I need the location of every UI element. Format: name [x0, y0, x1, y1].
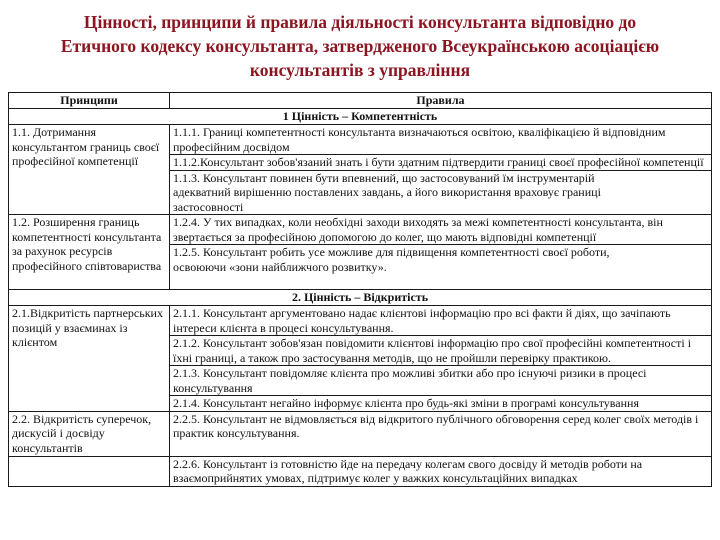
table-row	[9, 306, 712, 336]
rule-cell: 2.1.3. Консультант повідомляє клієнта про можливі збитки або про існуючі ризики в процесі консультування	[170, 366, 712, 396]
section-title-competence: 1 Цінність – Компетентність	[9, 109, 712, 125]
table-row	[9, 125, 712, 155]
principle-cell: 1.1. Дотримання консультантом границь своєї професійної компетенції	[9, 125, 170, 215]
table-row	[9, 411, 712, 456]
header-rules: Правила	[170, 93, 712, 109]
rule-cell: 2.2.5. Консультант не відмовляється від відкритого публічного обговорення серед колег своїх методів і практик консультування.	[170, 411, 712, 456]
section-row	[9, 290, 712, 306]
principle-cell: 1.2. Розширення границь компетентності консультанта за рахунок ресурсів професійного співтовариства	[9, 215, 170, 290]
rule-cell: 1.2.4. У тих випадках, коли необхідні заходи виходять за межі компетентності консультанта, він звертається за професійною допомогою до колег, що мають відповідні компетенції	[170, 215, 712, 245]
principle-cell: 2.2. Відкритість суперечок, дискусій і досвіду консультантів	[9, 411, 170, 456]
rule-cell: 1.2.5. Консультант робить усе можливе для підвищення компетентності своєї роботи, освоюючи «зони найближчого розвитку».	[170, 245, 712, 290]
principle-cell: 2.1.Відкритість партнерських позицій у взаєминах із клієнтом	[9, 306, 170, 412]
rule-cell: 1.1.2.Консультант зобов'язаний знать і бути здатним підтвердити границі своєї професійної компетенції	[170, 155, 712, 171]
principle-cell	[9, 456, 170, 486]
rule-cell: 2.2.6. Консультант із готовністю йде на передачу колегам свого досвіду й методів роботи на взаємоприйнятих умовах, підтримує колег у важких консультаційних випадках	[170, 456, 712, 486]
ethics-table	[8, 92, 712, 487]
header-row	[9, 93, 712, 109]
title-line-1: Цінності, принципи й правила діяльності консультанта відповідно до	[83, 12, 637, 32]
table-row	[9, 215, 712, 245]
rule-cell: 1.1.3. Консультант повинен бути впевнений, що застосовуваний їм інструментарій адекватний вирішенню поставлених завдань, а його використання враховує границі застосовності	[170, 170, 712, 215]
title-line-3: консультантів з управління	[249, 60, 471, 80]
title-line-2: Етичного кодексу консультанта, затвердженого Всеукраїнською асоціацією	[60, 36, 660, 56]
table-row	[9, 456, 712, 486]
page-title	[0, 10, 720, 82]
section-row	[9, 109, 712, 125]
header-principles: Принципи	[9, 93, 170, 109]
rule-cell: 1.1.1. Границі компетентності консультанта визначаються освітою, кваліфікацією й відповідним професійним досвідом	[170, 125, 712, 155]
rule-cell: 2.1.1. Консультант аргументовано надає клієнтові інформацію про всі факти й діях, що зачіпають інтереси клієнта в процесі консультування.	[170, 306, 712, 336]
rule-cell: 2.1.4. Консультант негайно інформує клієнта про будь-які зміни в програмі консультування	[170, 396, 712, 412]
section-title-openness: 2. Цінність – Відкритість	[9, 290, 712, 306]
rule-cell: 2.1.2. Консультант зобов'язан повідомити клієнтові інформацію про свої професійні компетентності і їхні границі, а також про застосування методів, що не пройшли перевірку практикою.	[170, 336, 712, 366]
